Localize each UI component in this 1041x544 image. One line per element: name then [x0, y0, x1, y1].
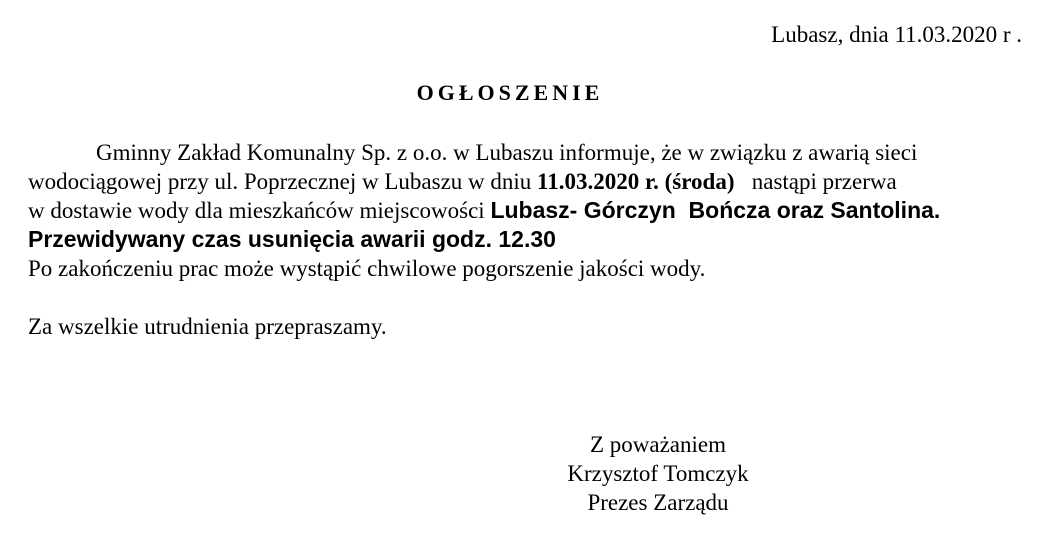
signature-block: [548, 430, 768, 517]
body-line-3: [28, 196, 1028, 225]
repair-time: Przewidywany czas usunięcia awarii godz. 12.30: [28, 226, 556, 252]
signature-role: Prezes Zarządu: [587, 490, 729, 515]
affected-localities: Lubasz- Górczyn Bończa oraz Santolina.: [490, 197, 941, 223]
document-title: OGŁOSZENIE: [416, 80, 604, 105]
water-quality-note: Po zakończeniu prac może wystąpić chwilowe pogorszenie jakości wody.: [28, 256, 706, 281]
body-line-2: [28, 167, 1028, 196]
announcement-body: [28, 138, 1028, 341]
outage-date: 11.03.2020 r. (środa): [537, 169, 735, 194]
body-line-2-tail: nastąpi przerwa: [734, 169, 897, 194]
body-line-3-text: w dostawie wody dla mieszkańców miejscowości: [28, 198, 491, 223]
body-line-1: Gminny Zakład Komunalny Sp. z o.o. w Lubaszu informuje, że w związku z awarią sieci: [96, 140, 918, 165]
signature-greeting: Z poważaniem: [589, 432, 727, 457]
blank-line: [28, 283, 1028, 312]
signature-name: Krzysztof Tomczyk: [567, 461, 749, 486]
apology: Za wszelkie utrudnienia przepraszamy.: [28, 314, 387, 339]
body-line-2-text: wodociągowej przy ul. Poprzecznej w Lubaszu w dniu: [28, 169, 538, 194]
place-date: Lubasz, dnia 11.03.2020 r .: [771, 22, 1022, 47]
